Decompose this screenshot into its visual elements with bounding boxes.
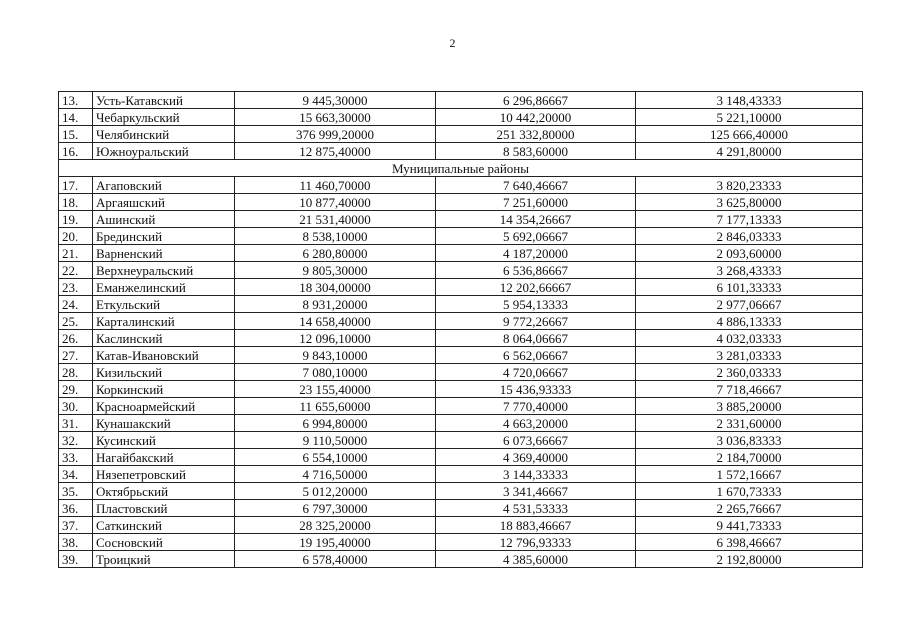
value-col-1: 9 445,30000	[235, 92, 436, 109]
value-col-3: 4 291,80000	[636, 143, 863, 160]
value-col-3: 3 820,23333	[636, 177, 863, 194]
value-col-3: 1 670,73333	[636, 483, 863, 500]
value-col-1: 6 578,40000	[235, 551, 436, 568]
value-col-1: 6 797,30000	[235, 500, 436, 517]
value-col-2: 6 536,86667	[436, 262, 636, 279]
table-body-top	[59, 92, 863, 160]
row-number: 16.	[59, 143, 93, 160]
row-number: 28.	[59, 364, 93, 381]
value-col-2: 7 770,40000	[436, 398, 636, 415]
district-name: Усть-Катавский	[93, 92, 235, 109]
row-number: 32.	[59, 432, 93, 449]
row-number: 13.	[59, 92, 93, 109]
value-col-2: 4 663,20000	[436, 415, 636, 432]
row-number: 17.	[59, 177, 93, 194]
value-col-3: 2 184,70000	[636, 449, 863, 466]
table-row	[59, 347, 863, 364]
district-name: Пластовский	[93, 500, 235, 517]
value-col-2: 18 883,46667	[436, 517, 636, 534]
table-row	[59, 381, 863, 398]
table-row	[59, 296, 863, 313]
value-col-2: 251 332,80000	[436, 126, 636, 143]
value-col-1: 15 663,30000	[235, 109, 436, 126]
row-number: 39.	[59, 551, 93, 568]
value-col-2: 5 692,06667	[436, 228, 636, 245]
row-number: 34.	[59, 466, 93, 483]
value-col-1: 28 325,20000	[235, 517, 436, 534]
value-col-3: 4 886,13333	[636, 313, 863, 330]
table-row	[59, 143, 863, 160]
value-col-2: 6 296,86667	[436, 92, 636, 109]
district-name: Южноуральский	[93, 143, 235, 160]
table-row	[59, 432, 863, 449]
district-name: Челябинский	[93, 126, 235, 143]
value-col-2: 9 772,26667	[436, 313, 636, 330]
value-col-3: 6 101,33333	[636, 279, 863, 296]
district-name: Сосновский	[93, 534, 235, 551]
district-name: Троицкий	[93, 551, 235, 568]
value-col-2: 6 562,06667	[436, 347, 636, 364]
table-row	[59, 245, 863, 262]
value-col-1: 14 658,40000	[235, 313, 436, 330]
district-name: Еманжелинский	[93, 279, 235, 296]
row-number: 22.	[59, 262, 93, 279]
row-number: 29.	[59, 381, 93, 398]
row-number: 25.	[59, 313, 93, 330]
value-col-2: 12 202,66667	[436, 279, 636, 296]
table-row	[59, 211, 863, 228]
table-row	[59, 262, 863, 279]
value-col-3: 3 148,43333	[636, 92, 863, 109]
district-name: Агаповский	[93, 177, 235, 194]
district-name: Кизильский	[93, 364, 235, 381]
value-col-1: 376 999,20000	[235, 126, 436, 143]
district-name: Аргаяшский	[93, 194, 235, 211]
page-number: 2	[449, 36, 456, 50]
value-col-2: 5 954,13333	[436, 296, 636, 313]
table-row	[59, 551, 863, 568]
district-name: Варненский	[93, 245, 235, 262]
value-col-2: 7 640,46667	[436, 177, 636, 194]
district-name: Красноармейский	[93, 398, 235, 415]
table-row	[59, 109, 863, 126]
value-col-3: 125 666,40000	[636, 126, 863, 143]
value-col-1: 9 110,50000	[235, 432, 436, 449]
value-col-1: 11 655,60000	[235, 398, 436, 415]
value-col-3: 6 398,46667	[636, 534, 863, 551]
table-row	[59, 500, 863, 517]
value-col-1: 6 994,80000	[235, 415, 436, 432]
value-col-2: 8 583,60000	[436, 143, 636, 160]
district-name: Чебаркульский	[93, 109, 235, 126]
row-number: 26.	[59, 330, 93, 347]
value-col-1: 10 877,40000	[235, 194, 436, 211]
district-name: Октябрьский	[93, 483, 235, 500]
value-col-3: 3 885,20000	[636, 398, 863, 415]
row-number: 37.	[59, 517, 93, 534]
value-col-3: 3 268,43333	[636, 262, 863, 279]
district-name: Саткинский	[93, 517, 235, 534]
value-col-3: 7 177,13333	[636, 211, 863, 228]
value-col-3: 2 360,03333	[636, 364, 863, 381]
value-col-3: 2 846,03333	[636, 228, 863, 245]
row-number: 31.	[59, 415, 93, 432]
district-name: Кусинский	[93, 432, 235, 449]
value-col-3: 7 718,46667	[636, 381, 863, 398]
table-row	[59, 228, 863, 245]
value-col-2: 7 251,60000	[436, 194, 636, 211]
table-row	[59, 534, 863, 551]
table-row	[59, 177, 863, 194]
table-row	[59, 194, 863, 211]
table-body-main	[59, 177, 863, 568]
value-col-1: 19 195,40000	[235, 534, 436, 551]
value-col-2: 6 073,66667	[436, 432, 636, 449]
value-col-2: 8 064,06667	[436, 330, 636, 347]
table-row	[59, 466, 863, 483]
value-col-1: 4 716,50000	[235, 466, 436, 483]
value-col-3: 3 625,80000	[636, 194, 863, 211]
value-col-2: 10 442,20000	[436, 109, 636, 126]
row-number: 33.	[59, 449, 93, 466]
value-col-3: 2 093,60000	[636, 245, 863, 262]
row-number: 20.	[59, 228, 93, 245]
value-col-2: 4 187,20000	[436, 245, 636, 262]
table-row	[59, 415, 863, 432]
section-header-row	[59, 160, 863, 177]
value-col-1: 18 304,00000	[235, 279, 436, 296]
row-number: 38.	[59, 534, 93, 551]
value-col-1: 8 931,20000	[235, 296, 436, 313]
district-name: Катав-Ивановский	[93, 347, 235, 364]
value-col-3: 4 032,03333	[636, 330, 863, 347]
value-col-1: 8 538,10000	[235, 228, 436, 245]
value-col-1: 23 155,40000	[235, 381, 436, 398]
district-name: Верхнеуральский	[93, 262, 235, 279]
allocation-table	[58, 91, 863, 568]
row-number: 23.	[59, 279, 93, 296]
district-name: Коркинский	[93, 381, 235, 398]
row-number: 21.	[59, 245, 93, 262]
section-header-body	[59, 160, 863, 177]
value-col-1: 5 012,20000	[235, 483, 436, 500]
value-col-3: 3 036,83333	[636, 432, 863, 449]
district-name: Нагайбакский	[93, 449, 235, 466]
district-name: Нязепетровский	[93, 466, 235, 483]
value-col-3: 2 977,06667	[636, 296, 863, 313]
value-col-2: 4 720,06667	[436, 364, 636, 381]
section-title: Муниципальные районы	[59, 160, 863, 177]
table-row	[59, 126, 863, 143]
value-col-2: 4 385,60000	[436, 551, 636, 568]
value-col-3: 1 572,16667	[636, 466, 863, 483]
district-name: Каслинский	[93, 330, 235, 347]
table-row	[59, 517, 863, 534]
value-col-1: 9 805,30000	[235, 262, 436, 279]
table-row	[59, 483, 863, 500]
value-col-1: 6 280,80000	[235, 245, 436, 262]
table-row	[59, 330, 863, 347]
district-name: Брединский	[93, 228, 235, 245]
table-row	[59, 279, 863, 296]
value-col-3: 2 331,60000	[636, 415, 863, 432]
row-number: 19.	[59, 211, 93, 228]
value-col-1: 7 080,10000	[235, 364, 436, 381]
value-col-2: 15 436,93333	[436, 381, 636, 398]
value-col-3: 5 221,10000	[636, 109, 863, 126]
value-col-2: 14 354,26667	[436, 211, 636, 228]
row-number: 24.	[59, 296, 93, 313]
value-col-3: 2 265,76667	[636, 500, 863, 517]
value-col-1: 6 554,10000	[235, 449, 436, 466]
value-col-1: 12 096,10000	[235, 330, 436, 347]
district-name: Карталинский	[93, 313, 235, 330]
value-col-3: 3 281,03333	[636, 347, 863, 364]
value-col-2: 12 796,93333	[436, 534, 636, 551]
value-col-1: 11 460,70000	[235, 177, 436, 194]
row-number: 30.	[59, 398, 93, 415]
table-row	[59, 313, 863, 330]
row-number: 27.	[59, 347, 93, 364]
district-name: Ашинский	[93, 211, 235, 228]
district-name: Кунашакский	[93, 415, 235, 432]
value-col-3: 9 441,73333	[636, 517, 863, 534]
value-col-3: 2 192,80000	[636, 551, 863, 568]
value-col-2: 4 531,53333	[436, 500, 636, 517]
row-number: 14.	[59, 109, 93, 126]
table-row	[59, 449, 863, 466]
table-row	[59, 398, 863, 415]
table-row	[59, 92, 863, 109]
row-number: 15.	[59, 126, 93, 143]
value-col-1: 9 843,10000	[235, 347, 436, 364]
table-row	[59, 364, 863, 381]
value-col-2: 3 341,46667	[436, 483, 636, 500]
value-col-1: 21 531,40000	[235, 211, 436, 228]
row-number: 35.	[59, 483, 93, 500]
row-number: 18.	[59, 194, 93, 211]
district-name: Еткульский	[93, 296, 235, 313]
value-col-2: 4 369,40000	[436, 449, 636, 466]
row-number: 36.	[59, 500, 93, 517]
value-col-1: 12 875,40000	[235, 143, 436, 160]
value-col-2: 3 144,33333	[436, 466, 636, 483]
